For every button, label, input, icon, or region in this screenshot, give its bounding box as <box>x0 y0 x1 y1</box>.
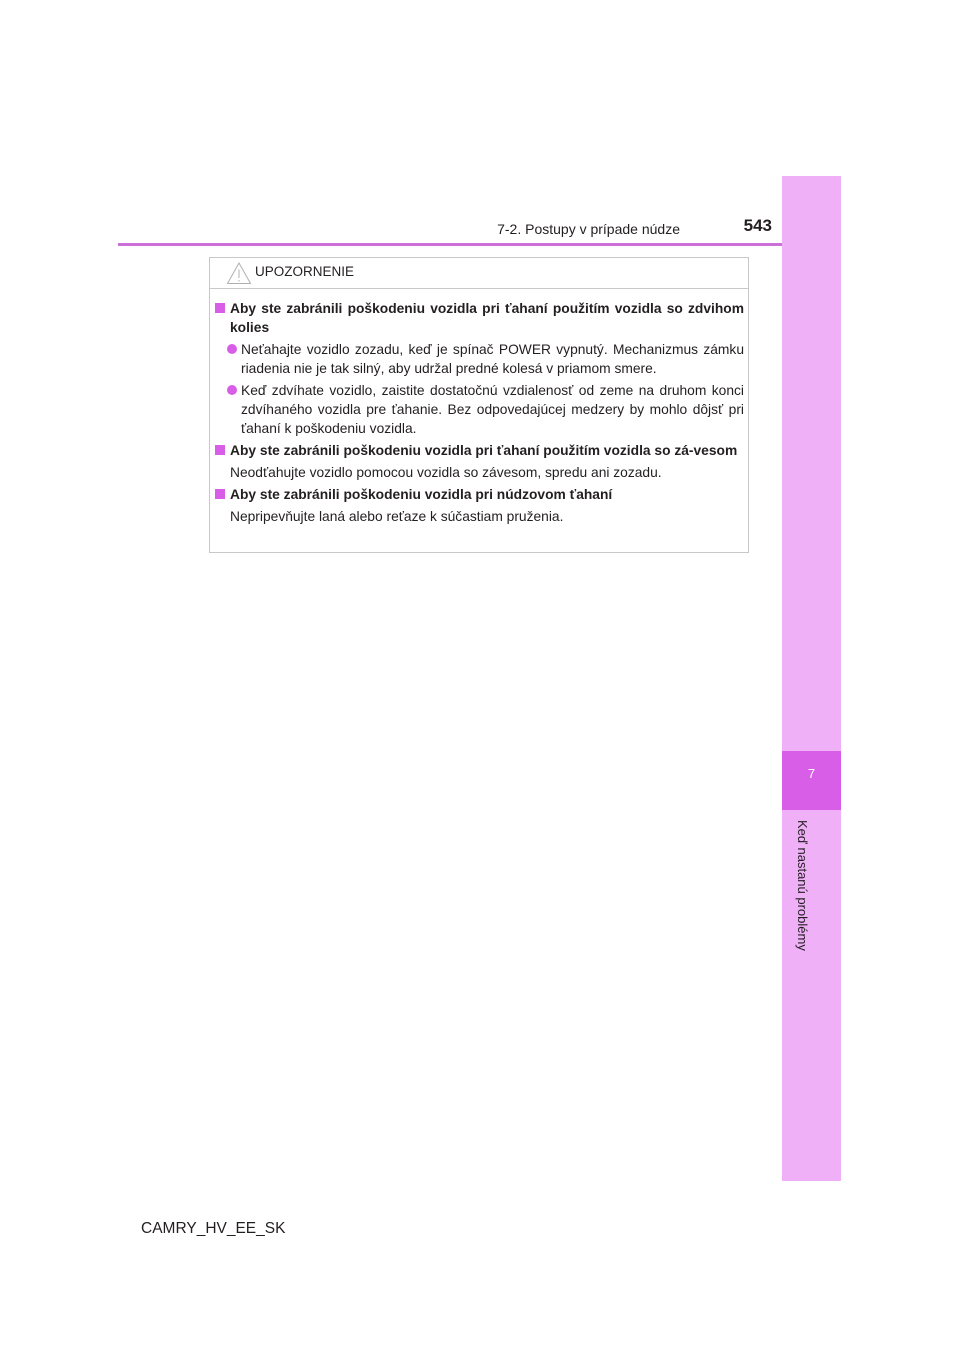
list-item-text: Keď zdvíhate vozidlo, zaistite dostatočnú vzdialenosť od zeme na druhom konci zdvíhaného vozidla pre ťahanie. Bez odpovedajúcej medzery by mohlo dôjsť pri ťahaní k poškodeniu vozidla. <box>241 383 744 436</box>
item-text: Neodťahujte vozidlo pomocou vozidla so závesom, spredu ani zozadu. <box>230 465 662 480</box>
chapter-title: Keď nastanú problémy <box>795 820 810 951</box>
page-number: 543 <box>743 216 772 235</box>
item-heading-text: Aby ste zabránili poškodeniu vozidla pri ťahaní použitím vozidla so zá-vesom <box>230 443 738 458</box>
item-heading-text: Aby ste zabránili poškodeniu vozidla pri núdzovom ťahaní <box>230 487 613 502</box>
list-item <box>214 381 744 438</box>
circle-bullet-icon <box>227 385 237 395</box>
warning-triangle-icon <box>226 261 252 285</box>
list-item <box>214 340 744 378</box>
square-bullet-icon <box>215 445 225 455</box>
item-heading <box>214 441 744 460</box>
warning-header <box>210 258 748 289</box>
chapter-number: 7 <box>807 766 816 781</box>
section-title: 7-2. Postupy v prípade núdze <box>497 221 680 237</box>
warning-box <box>209 257 749 553</box>
item-heading <box>214 485 744 504</box>
list-item-text: Neťahajte vozidlo zozadu, keď je spínač POWER vypnutý. Mechanizmus zámku riadenia nie je tak silný, aby udržal predné kolesá v priamom smere. <box>241 342 744 376</box>
side-tab <box>782 176 841 1181</box>
footer-code: CAMRY_HV_EE_SK <box>141 1220 286 1237</box>
circle-bullet-icon <box>227 344 237 354</box>
warning-body <box>214 299 744 529</box>
square-bullet-icon <box>215 489 225 499</box>
item-text: Nepripevňujte laná alebo reťaze k súčastiam pruženia. <box>230 509 564 524</box>
item-heading <box>214 299 744 337</box>
warning-label: UPOZORNENIE <box>255 264 355 279</box>
item-heading-text: Aby ste zabránili poškodeniu vozidla pri ťahaní použitím vozidla so zdvihom kolies <box>230 301 744 335</box>
header-rule <box>118 243 841 246</box>
square-bullet-icon <box>215 303 225 313</box>
